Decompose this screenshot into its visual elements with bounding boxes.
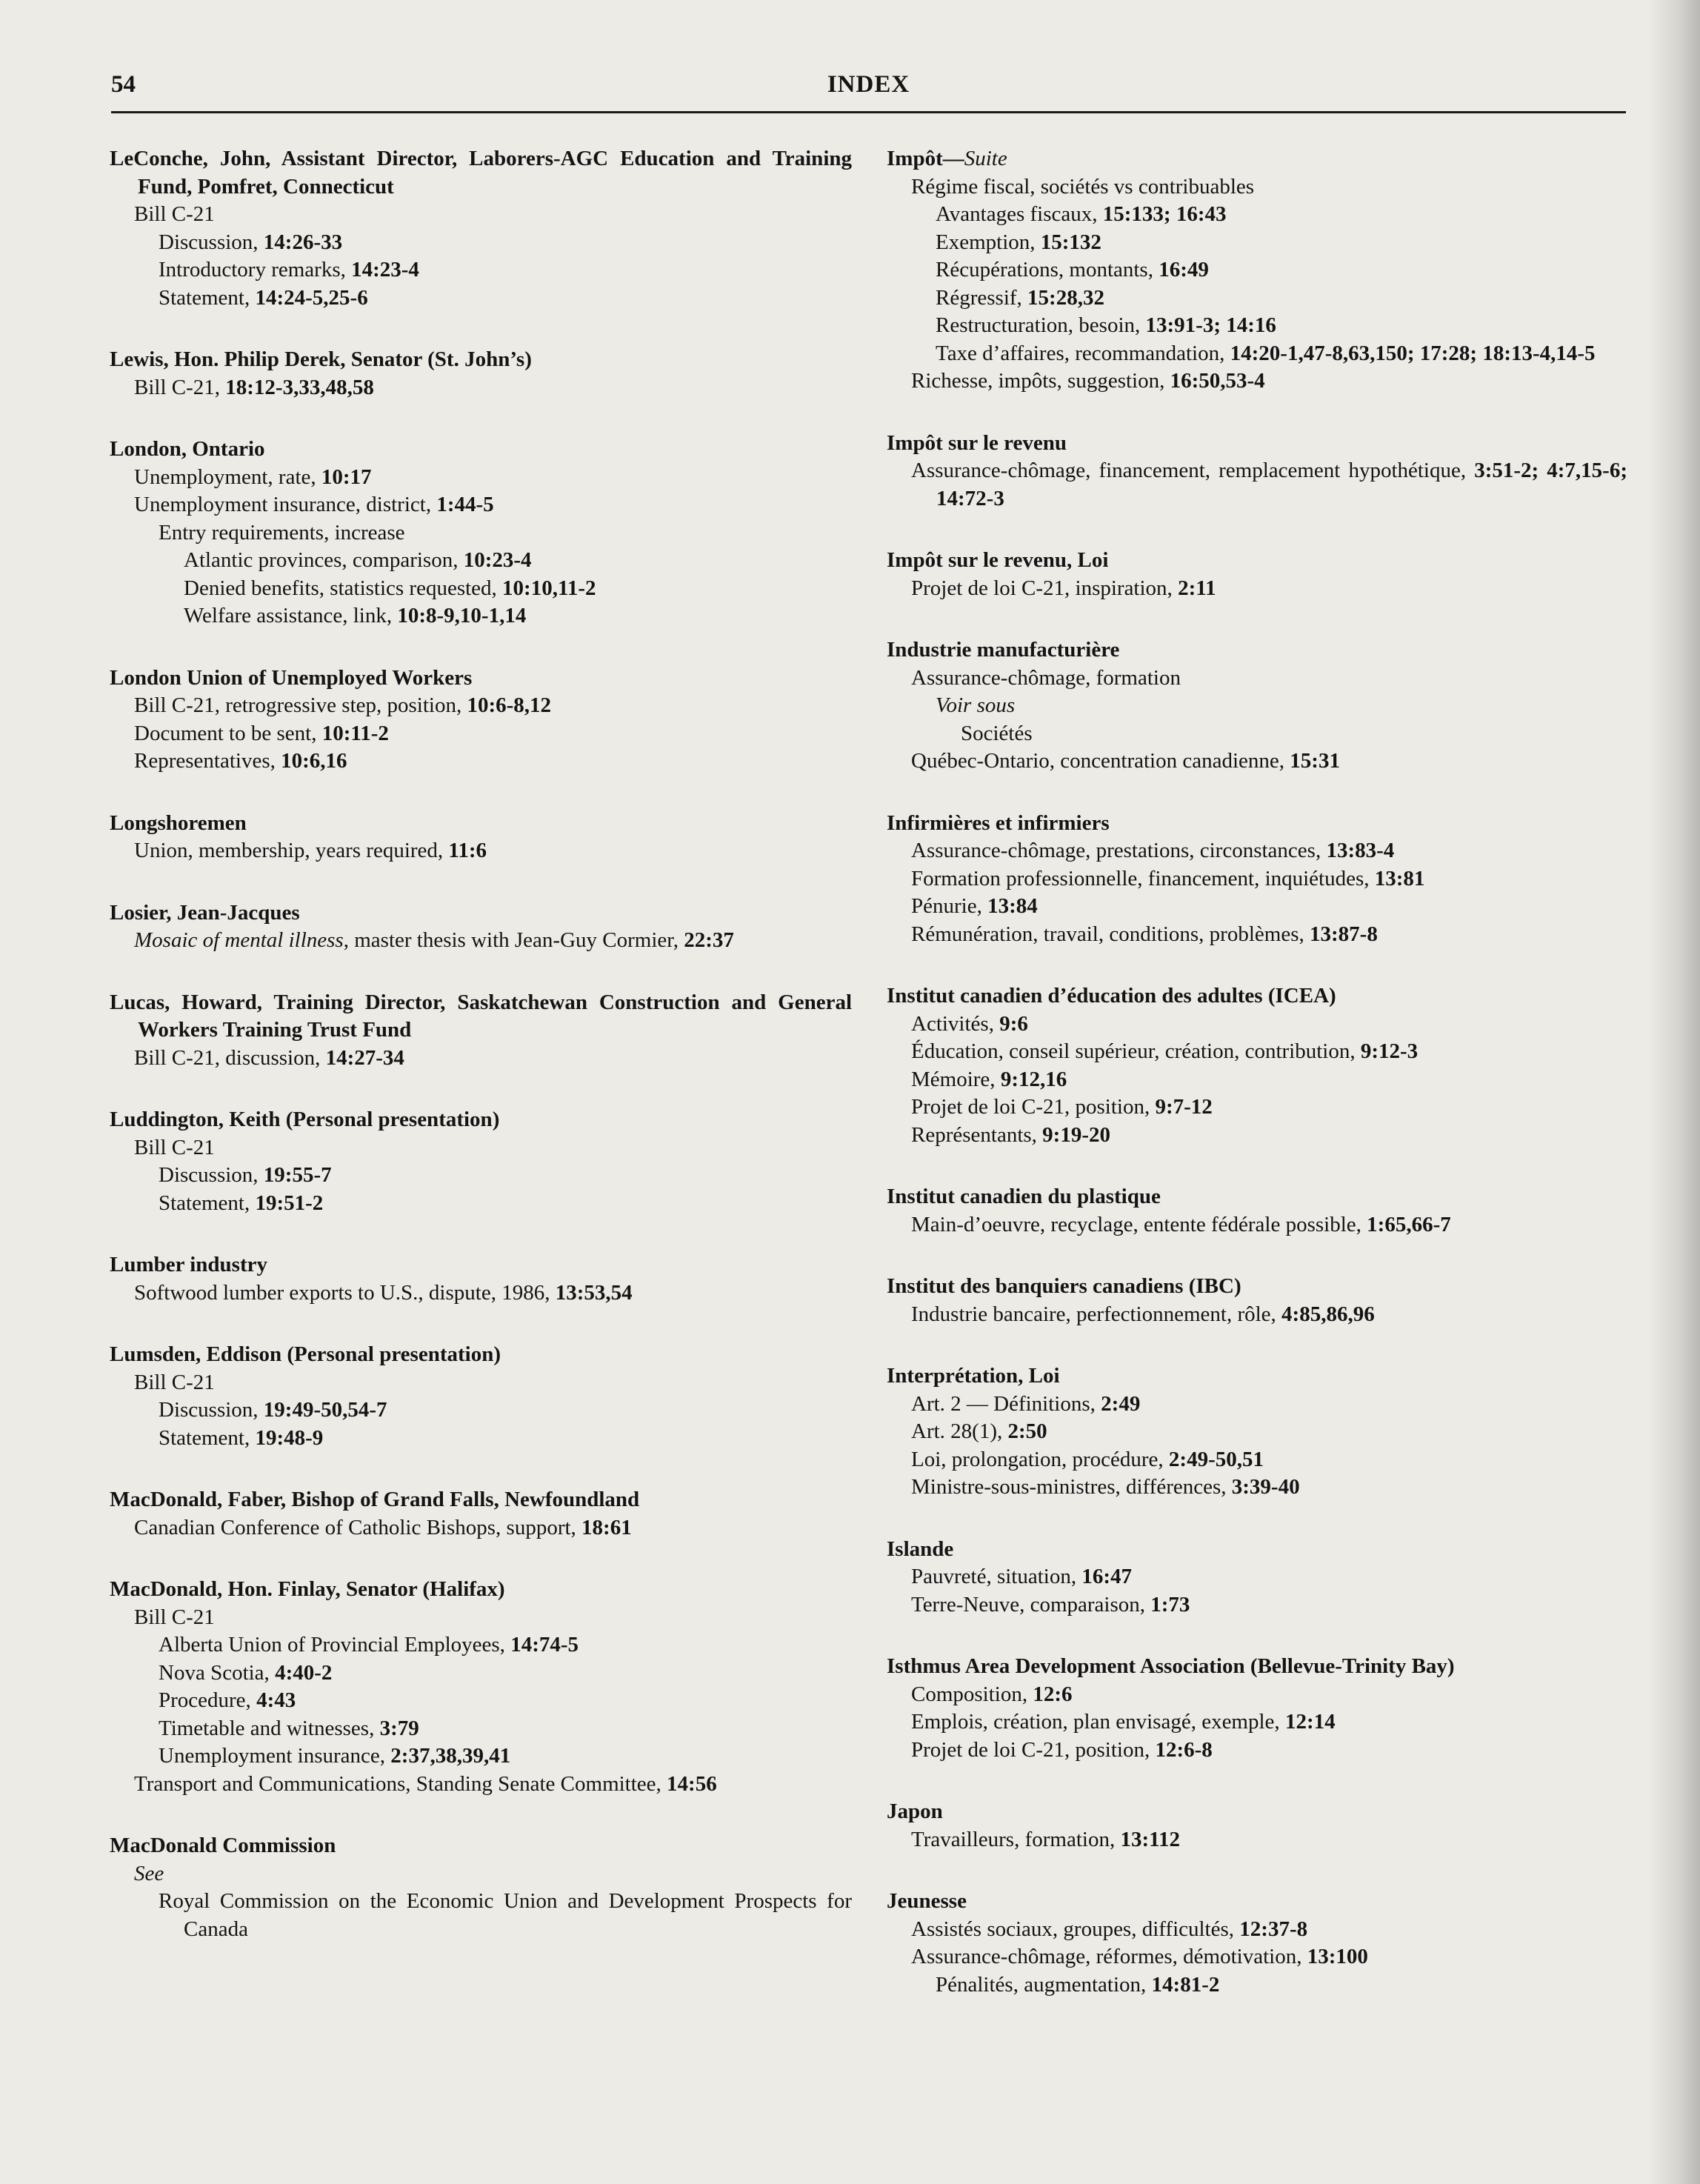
entry-italic-text: Suite <box>964 147 1007 170</box>
page-reference: 12:6-8 <box>1155 1737 1213 1762</box>
running-head: INDEX <box>827 71 910 98</box>
subentry-line <box>887 1301 1627 1329</box>
entry-heading <box>887 1536 1627 1564</box>
page-reference: 19:51-2 <box>255 1191 324 1215</box>
entry-text: Institut des banquiers canadiens (IBC) <box>887 1274 1241 1298</box>
entry-heading <box>887 1798 1627 1826</box>
entry-text: Rémunération, travail, conditions, problèmes, <box>911 922 1310 946</box>
entry-text: Lewis, Hon. Philip Derek, Senator (St. John’s) <box>110 347 532 371</box>
entry-heading <box>110 1251 852 1279</box>
subentry-line <box>887 1737 1627 1765</box>
entry-text: Industrie bancaire, perfectionnement, rôle, <box>911 1302 1282 1326</box>
subentry-line <box>110 1771 852 1799</box>
page-reference: 15:28,32 <box>1027 285 1104 310</box>
page-reference: 15:133; 16:43 <box>1102 202 1227 226</box>
entry-heading <box>110 1832 852 1860</box>
entry-text: Éducation, conseil supérieur, création, contribution, <box>911 1039 1361 1063</box>
subentry-line <box>887 720 1627 748</box>
page-reference: 2:11 <box>1178 576 1216 600</box>
entry-text: Régime fiscal, sociétés vs contribuables <box>911 174 1255 199</box>
subentry-line <box>887 1681 1627 1709</box>
subentry-line <box>110 1687 852 1715</box>
index-entry <box>887 1653 1627 1764</box>
subentry-line <box>887 284 1627 313</box>
page-reference: 3:51-2; 4:7,15-6; 14:72-3 <box>936 459 1627 510</box>
entry-heading <box>110 1576 852 1604</box>
page-reference: 16:49 <box>1159 258 1209 282</box>
entry-heading <box>110 1486 852 1514</box>
entry-text: Unemployment insurance, <box>159 1744 391 1768</box>
index-entry <box>887 430 1627 513</box>
entry-text: Lumber industry <box>110 1253 267 1276</box>
page-reference: 10:10,11-2 <box>502 576 596 600</box>
subentry-line <box>887 1038 1627 1066</box>
entry-text: Assurance-chômage, financement, remplacement hypothétique, <box>911 459 1475 482</box>
subentry-line <box>110 374 852 402</box>
page-reference: 14:81-2 <box>1151 1972 1220 1997</box>
index-entry <box>887 1798 1627 1854</box>
entry-text: Luddington, Keith (Personal presentation) <box>110 1108 500 1131</box>
subentry-line <box>110 1715 852 1743</box>
page-reference: 10:11-2 <box>321 721 389 745</box>
entry-text: Impôt sur le revenu <box>887 430 1067 455</box>
entry-text: Alberta Union of Provincial Employees, <box>159 1633 511 1657</box>
entry-text: Bill C-21 <box>134 1605 215 1629</box>
page-edge-shadow <box>1648 0 1700 2184</box>
entry-text: Statement, <box>159 285 256 310</box>
entry-text: Nova Scotia, <box>159 1660 276 1685</box>
page-reference: 19:55-7 <box>263 1163 332 1187</box>
page-reference: 13:53,54 <box>555 1280 633 1305</box>
entry-heading <box>887 1362 1627 1391</box>
subentry-line <box>887 1066 1627 1094</box>
index-entry <box>887 1888 1627 1999</box>
index-entry <box>887 982 1627 1149</box>
entry-text: LeConche, John, Assistant Director, Laborers-AGC Education and Training Fund, Pomfret, Connecticut <box>110 147 852 199</box>
entry-text: Representatives, <box>134 749 281 773</box>
entry-text: Québec-Ontario, concentration canadienne, <box>911 749 1290 773</box>
entry-heading <box>110 899 852 928</box>
entry-text: MacDonald, Hon. Finlay, Senator (Halifax) <box>110 1577 505 1601</box>
page-reference: 2:49-50,51 <box>1168 1447 1264 1471</box>
index-entry <box>110 1341 852 1452</box>
entry-heading <box>887 145 1627 173</box>
entry-heading <box>887 1653 1627 1681</box>
entry-text: Assurance-chômage, prestations, circonstances, <box>911 839 1327 862</box>
entry-text: Japon <box>887 1800 943 1823</box>
page-reference: 2:50 <box>1007 1419 1047 1443</box>
entry-text: Récupérations, montants, <box>936 258 1159 282</box>
subentry-line <box>110 602 852 630</box>
page-reference: 3:39-40 <box>1231 1475 1300 1499</box>
index-entry <box>110 1576 852 1798</box>
index-entry <box>110 1832 852 1943</box>
page-reference: 14:24-5,25-6 <box>255 285 368 310</box>
index-entry <box>110 989 852 1073</box>
subentry-line <box>887 256 1627 284</box>
page-reference: 10:17 <box>321 465 372 489</box>
entry-text: Terre-Neuve, comparaison, <box>911 1592 1151 1617</box>
subentry-line <box>887 1011 1627 1039</box>
entry-text: Formation professionnelle, financement, inquiétudes, <box>911 866 1375 890</box>
entry-text: Restructuration, besoin, <box>936 313 1146 337</box>
subentry-line <box>110 1279 852 1308</box>
subentry-line <box>887 1971 1627 2000</box>
page-reference: 13:84 <box>987 894 1038 918</box>
entry-heading <box>887 810 1627 838</box>
page-reference: 9:12-3 <box>1360 1039 1419 1063</box>
index-entry <box>110 436 852 630</box>
entry-text: Bill C-21, discussion, <box>134 1045 326 1070</box>
entry-text: Interprétation, Loi <box>887 1364 1060 1388</box>
right-column <box>887 145 1627 2033</box>
subentry-line <box>110 1162 852 1190</box>
entry-text: Représentants, <box>911 1122 1043 1147</box>
subentry-line <box>887 367 1627 396</box>
subentry-line <box>110 491 852 519</box>
entry-text: Bill C-21 <box>134 1135 215 1159</box>
subentry-line <box>887 893 1627 921</box>
subentry-line <box>887 340 1627 368</box>
entry-heading <box>110 145 852 201</box>
subentry-line <box>887 173 1627 202</box>
subentry-line <box>887 748 1627 776</box>
subentry-line <box>887 1708 1627 1737</box>
entry-text: Welfare assistance, link, <box>184 604 398 627</box>
entry-text: Avantages fiscaux, <box>936 202 1103 226</box>
subentry-line <box>887 921 1627 949</box>
subentry-line <box>110 201 852 229</box>
page-reference: 10:6,16 <box>281 749 347 773</box>
subentry-line <box>887 1418 1627 1446</box>
entry-italic-text: See <box>134 1861 164 1885</box>
entry-text: Activités, <box>911 1011 1000 1036</box>
subentry-line <box>110 720 852 748</box>
page-reference: 14:23-4 <box>351 258 419 282</box>
index-entry <box>887 1183 1627 1239</box>
subentry-line <box>887 1563 1627 1591</box>
entry-text: Sociétés <box>961 721 1033 745</box>
entry-heading <box>887 1183 1627 1211</box>
subentry-line <box>887 1916 1627 1944</box>
entry-heading <box>110 810 852 838</box>
index-entry <box>887 547 1627 602</box>
page-reference: 10:23-4 <box>463 548 532 572</box>
entry-text: Impôt sur le revenu, Loi <box>887 548 1109 572</box>
entry-text: Assistés sociaux, groupes, difficultés, <box>911 1917 1240 1941</box>
page-reference: 13:112 <box>1120 1827 1181 1851</box>
subentry-line <box>887 665 1627 693</box>
entry-text: Jeunesse <box>887 1889 967 1913</box>
entry-text: Main-d’oeuvre, recyclage, entente fédérale possible, <box>911 1212 1367 1236</box>
entry-text: Softwood lumber exports to U.S., dispute, 1986, <box>134 1280 556 1305</box>
subentry-line <box>110 1631 852 1659</box>
entry-text: Art. 28(1), <box>911 1419 1008 1443</box>
entry-heading <box>110 346 852 374</box>
entry-text: Islande <box>887 1537 954 1561</box>
page-header <box>111 71 1626 116</box>
page-reference: 4:43 <box>256 1688 296 1712</box>
entry-italic-text: Voir sous <box>936 693 1016 717</box>
subentry-line <box>110 547 852 575</box>
subentry-line <box>887 312 1627 340</box>
subentry-line <box>110 519 852 547</box>
entry-text: MacDonald Commission <box>110 1834 336 1857</box>
header-rule <box>111 111 1626 113</box>
subentry-line <box>110 1045 852 1073</box>
entry-text: Régressif, <box>936 285 1028 310</box>
entry-text: Projet de loi C-21, inspiration, <box>911 576 1179 600</box>
index-entry <box>887 145 1627 396</box>
entry-text: Institut canadien d’éducation des adultes (ICEA) <box>887 984 1336 1008</box>
page-reference: 14:56 <box>667 1771 717 1796</box>
page-reference: 19:48-9 <box>255 1425 324 1450</box>
subentry-line <box>887 837 1627 865</box>
subentry-line <box>110 1742 852 1771</box>
entry-text: Introductory remarks, <box>159 258 352 282</box>
entry-text: Isthmus Area Development Association (Bellevue-Trinity Bay) <box>887 1654 1455 1678</box>
index-entry <box>110 1486 852 1542</box>
page-reference: 10:8-9,10-1,14 <box>397 604 527 627</box>
entry-heading <box>110 1106 852 1134</box>
entry-text: Composition, <box>911 1682 1033 1706</box>
page-reference: 9:12,16 <box>1000 1067 1067 1091</box>
entry-text: Art. 2 — Définitions, <box>911 1391 1101 1416</box>
subentry-line <box>887 1093 1627 1122</box>
entry-text: Mémoire, <box>911 1067 1001 1091</box>
entry-text: Bill C-21 <box>134 202 215 226</box>
page-reference: 2:37,38,39,41 <box>390 1744 511 1768</box>
entry-text: Lumsden, Eddison (Personal presentation) <box>110 1342 501 1366</box>
entry-text: Entry requirements, increase <box>159 520 405 545</box>
subentry-line <box>110 1860 852 1888</box>
subentry-line <box>110 1369 852 1397</box>
index-entry <box>110 1251 852 1307</box>
page-reference: 9:6 <box>999 1011 1028 1036</box>
subentry-line <box>887 1591 1627 1619</box>
entry-text: Timetable and witnesses, <box>159 1716 380 1740</box>
entry-heading <box>887 1273 1627 1301</box>
subentry-line <box>110 837 852 865</box>
entry-text: Pauvreté, situation, <box>911 1565 1082 1588</box>
page-reference: 18:61 <box>581 1515 632 1539</box>
entry-text: Bill C-21, <box>134 375 226 399</box>
subentry-line <box>887 1826 1627 1854</box>
subentry-line <box>110 1425 852 1453</box>
page-reference: 11:6 <box>448 839 487 862</box>
index-entry <box>887 1273 1627 1328</box>
entry-heading <box>110 1341 852 1369</box>
subentry-line <box>110 256 852 284</box>
page-reference: 18:12-3,33,48,58 <box>225 375 374 399</box>
entry-text: Pénalités, augmentation, <box>936 1972 1152 1997</box>
page-reference: 14:26-33 <box>263 230 343 254</box>
index-entry <box>110 145 852 312</box>
page-reference: 22:37 <box>684 928 734 952</box>
subentry-line <box>110 1396 852 1425</box>
entry-heading <box>887 547 1627 575</box>
subentry-line <box>110 284 852 313</box>
entry-heading <box>887 982 1627 1011</box>
entry-text: Unemployment, rate, <box>134 465 321 489</box>
page-reference: 9:19-20 <box>1042 1122 1110 1147</box>
subentry-line <box>110 1888 852 1943</box>
page-reference: 4:40-2 <box>275 1660 333 1685</box>
entry-text: Infirmières et infirmiers <box>887 810 1110 835</box>
page-reference: 12:6 <box>1033 1682 1073 1706</box>
entry-text: Royal Commission on the Economic Union and Development Prospects for Canada <box>159 1889 852 1941</box>
index-entry <box>110 810 852 865</box>
subentry-line <box>887 1211 1627 1239</box>
entry-text: Bill C-21, retrogressive step, position, <box>134 693 467 717</box>
entry-text: Ministre-sous-ministres, différences, <box>911 1475 1232 1499</box>
entry-text: Discussion, <box>159 1163 264 1187</box>
entry-text: Statement, <box>159 1191 256 1215</box>
entry-text: Loi, prolongation, procédure, <box>911 1447 1169 1471</box>
entry-heading <box>887 430 1627 458</box>
page-reference: 15:31 <box>1290 749 1340 773</box>
entry-text: Exemption, <box>936 230 1041 254</box>
entry-text: Assurance-chômage, formation <box>911 665 1181 690</box>
entry-heading <box>110 665 852 693</box>
entry-text: Taxe d’affaires, recommandation, <box>936 341 1230 365</box>
entry-text: Longshoremen <box>110 810 247 835</box>
entry-heading <box>110 989 852 1045</box>
page-reference: 10:6-8,12 <box>467 693 552 717</box>
entry-heading <box>887 636 1627 665</box>
subentry-line <box>887 457 1627 513</box>
index-entry <box>887 1362 1627 1502</box>
entry-text: Transport and Communications, Standing Senate Committee, <box>134 1771 667 1796</box>
entry-text: Bill C-21 <box>134 1370 215 1394</box>
index-entry <box>887 1536 1627 1619</box>
entry-text: Statement, <box>159 1425 256 1450</box>
subentry-line <box>887 1943 1627 1971</box>
entry-text: Institut canadien du plastique <box>887 1185 1161 1208</box>
entry-text: Unemployment insurance, district, <box>134 493 437 516</box>
subentry-line <box>887 201 1627 229</box>
subentry-line <box>110 1604 852 1632</box>
entry-text: Lucas, Howard, Training Director, Saskatchewan Construction and General Workers Training Trust Fund <box>110 990 852 1042</box>
page-reference: 9:7-12 <box>1155 1095 1213 1119</box>
entry-heading <box>110 436 852 464</box>
page-reference: 13:87-8 <box>1310 922 1378 946</box>
subentry-line <box>110 692 852 720</box>
entry-text: London, Ontario <box>110 437 265 461</box>
index-entry <box>110 346 852 402</box>
subentry-line <box>110 1659 852 1688</box>
entry-text: Emplois, création, plan envisagé, exemple, <box>911 1710 1285 1734</box>
subentry-line <box>887 865 1627 893</box>
subentry-line <box>887 1474 1627 1502</box>
entry-text: Document to be sent, <box>134 721 322 745</box>
entry-text: Union, membership, years required, <box>134 839 449 862</box>
subentry-line <box>887 692 1627 720</box>
subentry-line <box>110 1190 852 1218</box>
subentry-line <box>887 229 1627 257</box>
entry-text: Pénurie, <box>911 894 988 918</box>
entry-text: Projet de loi C-21, position, <box>911 1737 1156 1762</box>
subentry-line <box>110 464 852 492</box>
entry-text: Procedure, <box>159 1688 257 1712</box>
entry-text: Industrie manufacturière <box>887 638 1120 662</box>
page-reference: 14:27-34 <box>325 1045 404 1070</box>
entry-heading <box>887 1888 1627 1916</box>
page-reference: 13:81 <box>1374 866 1425 890</box>
page-reference: 12:37-8 <box>1239 1917 1308 1941</box>
subentry-line <box>110 229 852 257</box>
page-reference: 1:73 <box>1150 1592 1190 1617</box>
page-reference: 4:85,86,96 <box>1281 1302 1375 1326</box>
page-reference: 15:132 <box>1040 230 1101 254</box>
page-reference: 14:20-1,47-8,63,150; 17:28; 18:13-4,14-5 <box>1230 341 1596 365</box>
entry-text: Discussion, <box>159 1398 264 1422</box>
entry-text: Assurance-chômage, réformes, démotivation, <box>911 1945 1307 1968</box>
entry-text: Denied benefits, statistics requested, <box>184 576 503 600</box>
subentry-line <box>110 748 852 776</box>
page-reference: 14:74-5 <box>510 1633 579 1657</box>
index-entry <box>110 1106 852 1217</box>
entry-text: London Union of Unemployed Workers <box>110 665 473 690</box>
page-reference: 2:49 <box>1101 1391 1141 1416</box>
page-reference: 13:91-3; 14:16 <box>1145 313 1276 337</box>
entry-text: Richesse, impôts, suggestion, <box>911 369 1170 393</box>
entry-italic-text: Mosaic of mental illness <box>134 928 344 952</box>
page-reference: 3:79 <box>379 1716 419 1740</box>
subentry-line <box>110 927 852 955</box>
page-reference: 1:65,66-7 <box>1367 1212 1451 1236</box>
index-entry <box>887 810 1627 949</box>
index-entry <box>110 899 852 955</box>
index-entry <box>887 636 1627 776</box>
page-reference: 19:49-50,54-7 <box>263 1398 387 1422</box>
page-reference: 13:100 <box>1307 1945 1368 1968</box>
page-reference: 12:14 <box>1284 1710 1336 1734</box>
page-reference: 1:44-5 <box>436 493 494 516</box>
subentry-line <box>887 1122 1627 1150</box>
entry-text: Projet de loi C-21, position, <box>911 1095 1156 1119</box>
subentry-line <box>887 575 1627 603</box>
page-reference: 13:83-4 <box>1326 839 1395 862</box>
entry-text: Canadian Conference of Catholic Bishops, support, <box>134 1515 582 1539</box>
entry-text: Travailleurs, formation, <box>911 1827 1121 1851</box>
entry-text: Losier, Jean-Jacques <box>110 900 300 925</box>
subentry-line <box>110 1134 852 1162</box>
subentry-line <box>887 1446 1627 1474</box>
entry-text: Discussion, <box>159 230 264 254</box>
entry-text: Impôt— <box>887 147 964 170</box>
index-entry <box>110 665 852 776</box>
left-column <box>110 145 852 1977</box>
subentry-line <box>110 1514 852 1542</box>
page-number: 54 <box>111 71 136 98</box>
entry-text: MacDonald, Faber, Bishop of Grand Falls, Newfoundland <box>110 1488 640 1511</box>
entry-text: Atlantic provinces, comparison, <box>184 548 464 572</box>
subentry-line <box>887 1391 1627 1419</box>
entry-text: , master thesis with Jean-Guy Cormier, <box>343 928 684 952</box>
page-reference: 16:50,53-4 <box>1170 369 1265 393</box>
subentry-line <box>110 575 852 603</box>
page-reference: 16:47 <box>1081 1565 1133 1588</box>
